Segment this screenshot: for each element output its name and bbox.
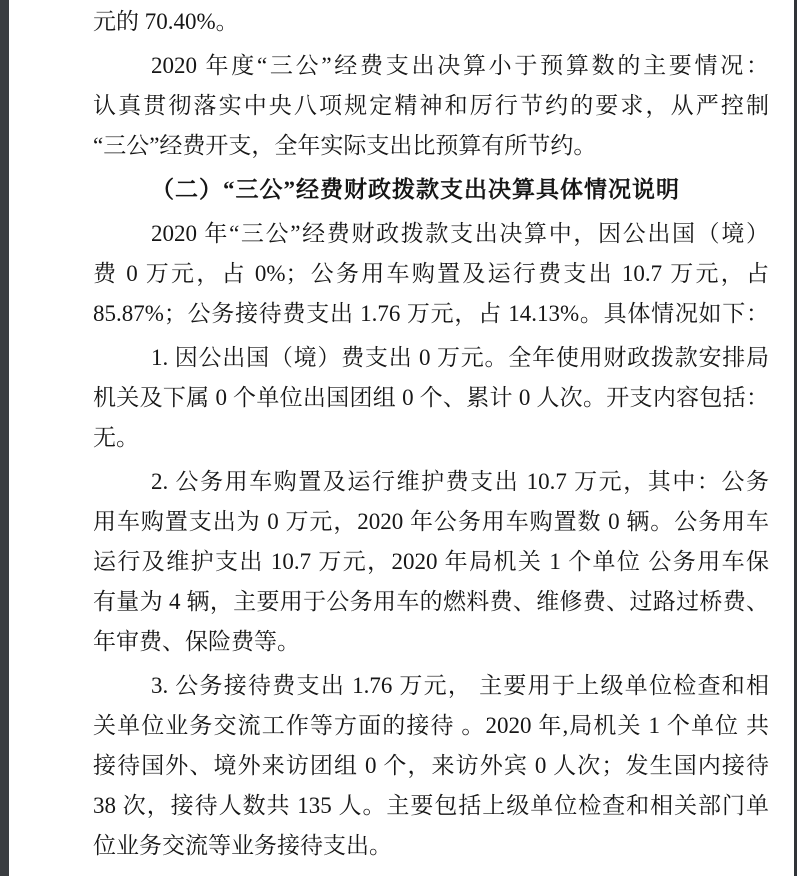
text-line: 机关及下属 0 个单位出国团组 0 个、累计 0 人次。开支内容包括：: [93, 385, 769, 410]
text-line: 用车购置支出为 0 万元，2020 年公务用车购置数 0 辆。公务用车: [93, 509, 769, 534]
text-line: 认真贯彻落实中央八项规定精神和厉行节约的要求，从严控制: [93, 93, 769, 118]
viewer-left-edge: [0, 0, 9, 876]
text-line: 位业务交流等业务接待支出。: [93, 833, 392, 858]
document-page: [9, 0, 794, 876]
text-line: 无。: [93, 425, 139, 450]
text-line: 费 0 万元，占 0%；公务用车购置及运行费支出 10.7 万元，占: [93, 261, 769, 286]
text-line: “三公”经费开支，全年实际支出比预算有所节约。: [93, 133, 597, 158]
text-line: 85.87%；公务接待费支出 1.76 万元，占 14.13%。具体情况如下：: [93, 301, 769, 326]
page-right-border: [794, 0, 797, 876]
text-line: 年审费、保险费等。: [93, 629, 300, 654]
text-line: 38 次，接待人数共 135 人。主要包括上级单位检查和相关部门单: [93, 793, 769, 818]
document-text-block: [93, 0, 769, 866]
text-line: 3. 公务接待费支出 1.76 万元， 主要用于上级单位检查和相: [151, 673, 769, 698]
text-line: 2. 公务用车购置及运行维护费支出 10.7 万元，其中：公务: [151, 469, 769, 494]
text-line: 元的 70.40%。: [93, 9, 239, 34]
text-line: 有量为 4 辆，主要用于公务用车的燃料费、维修费、过路过桥费、: [93, 589, 769, 614]
text-line: 接待国外、境外来访团组 0 个，来访外宾 0 人次；发生国内接待: [93, 753, 769, 778]
text-line: 关单位业务交流工作等方面的接待 。2020 年,局机关 1 个单位 共: [93, 713, 769, 738]
text-line: 2020 年“三公”经费财政拨款支出决算中，因公出国（境）: [151, 221, 769, 246]
section-heading: （二）“三公”经费财政拨款支出决算具体情况说明: [151, 177, 680, 202]
text-line: 1. 因公出国（境）费支出 0 万元。全年使用财政拨款安排局: [151, 345, 769, 370]
text-line: 运行及维护支出 10.7 万元，2020 年局机关 1 个单位 公务用车保: [93, 549, 769, 574]
text-line: 2020 年度“三公”经费支出决算小于预算数的主要情况：: [151, 53, 769, 78]
